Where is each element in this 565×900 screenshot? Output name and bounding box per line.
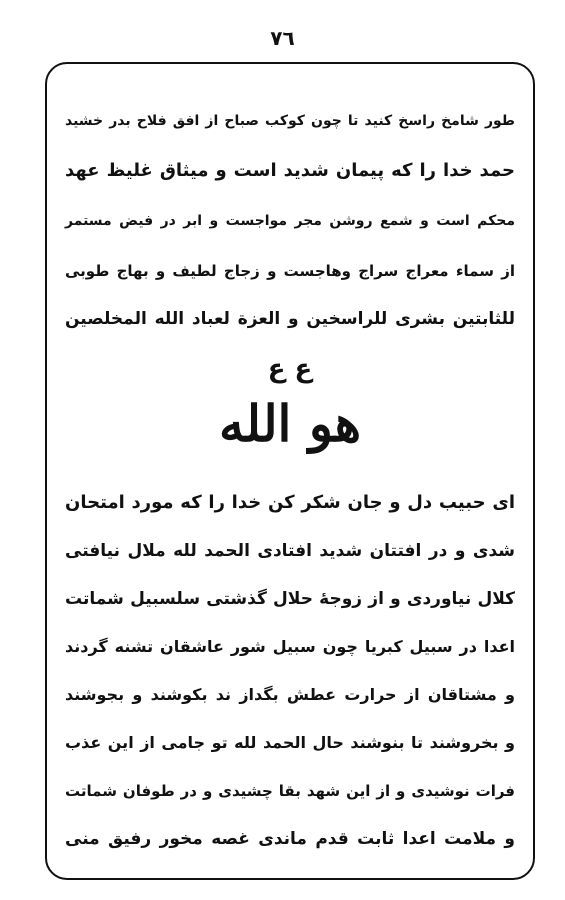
text-line: محکم است و شمع روشن مجر مواجست و ابر در فیض مستمر [65, 213, 515, 229]
text-line: کلال نیاوردی و از زوجهٔ حلال گذشتی سلسبیل شماتت [65, 589, 515, 609]
section-marker: ع ع [267, 354, 313, 384]
text-line: للثابتین بشری للراسخین و العزة لعباد الله المخلصین [65, 309, 515, 329]
page-number: ٧٦ [270, 26, 295, 50]
text-line: شدی و در افتتان شدید افتادی الحمد لله ملال نیافتی [65, 541, 515, 561]
text-line: و بخروشند تا بنوشند حال الحمد لله تو جامی از این عذب [65, 733, 515, 752]
text-line: فرات نوشیدی و از این شهد بقا چشیدی و در طوفان شماتت [65, 782, 515, 800]
text-line: و مشتاقان از حرارت عطش بگداز ند بکوشند و بجوشند [65, 685, 515, 704]
text-line: حمد خدا را که پیمان شدید است و میثاق غلیظ عهد [65, 160, 515, 181]
section-heading: هو الله [218, 394, 362, 453]
text-line: طور شامخ راسخ کنید تا چون کوکب صباح از افق فلاح بدر خشید [65, 113, 515, 129]
text-line: ای حبیب دل و جان شکر کن خدا را که مورد امتحان [65, 492, 515, 513]
text-line: و ملامت اعدا ثابت قدم ماندی غصه مخور رفیق منی [65, 829, 515, 849]
text-line: اعدا در سبیل کبریا چون سبیل شور عاشقان تشنه گردند [65, 637, 515, 656]
text-line: از سماء معراج سراج وهاجست و زجاج لطیف و بهاج طوبی [65, 262, 515, 280]
text-body [65, 64, 515, 878]
text-frame [45, 62, 535, 880]
